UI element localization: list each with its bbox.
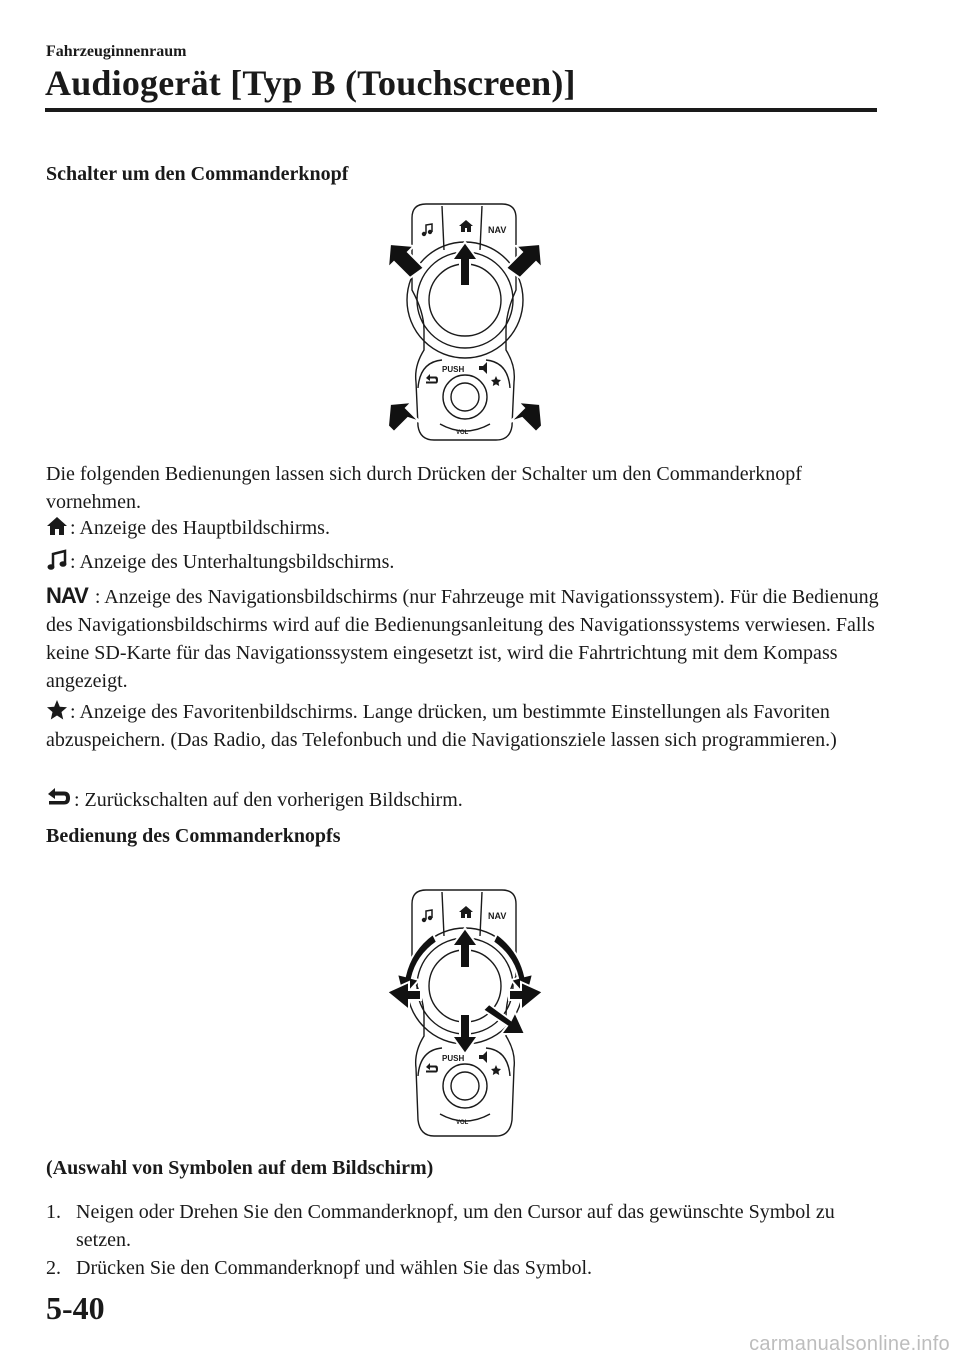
push-label: PUSH: [442, 365, 465, 374]
home-icon: [459, 220, 473, 232]
nav-label: NAV: [488, 225, 507, 235]
switch-description-home: [46, 514, 881, 542]
step-number: 2.: [46, 1257, 61, 1279]
tilt-arrow-right: [509, 982, 543, 1010]
switch-text-back: : Zurückschalten auf den vorherigen Bildschirm.: [74, 789, 463, 811]
switch-description-star: [46, 698, 881, 754]
switch-description-music: [46, 548, 881, 576]
tilt-arrow-down: [452, 1014, 478, 1054]
vol-label: VOL: [456, 430, 469, 436]
nav-icon: NAV: [46, 583, 88, 608]
tilt-arrow-up: [452, 928, 478, 968]
press-arrow-lower-right: [510, 402, 542, 432]
home-icon: [46, 515, 68, 537]
step-number: 1.: [46, 1201, 61, 1223]
press-arrow-upper-right: [506, 244, 542, 278]
switch-text-star: : Anzeige des Favoritenbildschirms. Lange drücken, um bestimmte Einstellungen als Favoriten abzuspeichern. (Das Radio, das Telefonbuch und die Navigationsziele lassen sich programmieren.): [46, 701, 837, 751]
vol-label: VOL: [456, 1120, 469, 1126]
commander-knob-operation-illustration: [365, 886, 565, 1144]
page-number: 5-40: [46, 1290, 105, 1326]
press-arrow-lower-left: [388, 402, 420, 432]
nav-label: NAV: [488, 911, 507, 921]
star-icon: [491, 376, 501, 386]
switch-description-nav: [46, 582, 881, 695]
back-arrow-icon: [426, 374, 438, 384]
section-heading-operation: Bedienung des Commanderknopfs: [46, 825, 341, 847]
title-rule: [45, 108, 877, 112]
press-arrow-up: [452, 242, 478, 286]
section-label: Fahrzeuginnenraum: [46, 43, 187, 60]
star-icon: [491, 1065, 501, 1075]
step-text: Drücken Sie den Commanderknopf und wählen Sie das Symbol.: [76, 1257, 593, 1279]
watermark: carmanualsonline.info: [749, 1333, 950, 1355]
back-arrow-icon: [426, 1063, 438, 1073]
tilt-arrow-left: [387, 982, 421, 1010]
commander-switch-illustration: [380, 200, 550, 450]
page-title: Audiogerät [Typ B (Touchscreen)]: [45, 63, 576, 103]
back-arrow-icon: [46, 787, 72, 809]
step-2: [46, 1254, 881, 1282]
switch-text-music: : Anzeige des Unterhaltungsbildschirms.: [70, 551, 395, 573]
music-note-icon: [46, 549, 68, 571]
section-heading-switches: Schalter um den Commanderknopf: [46, 163, 349, 185]
subheading-symbol-selection: (Auswahl von Symbolen auf dem Bildschirm): [46, 1157, 434, 1179]
step-1: [46, 1198, 881, 1254]
step-text: Neigen oder Drehen Sie den Commanderknopf, um den Cursor auf das gewünschte Symbol zu setzen.: [76, 1201, 835, 1251]
push-label: PUSH: [442, 1054, 465, 1063]
star-icon: [46, 699, 68, 721]
switch-text-nav: : Anzeige des Navigationsbildschirms (nur Fahrzeuge mit Navigationssystem). Für die Bedienung des Navigationsbildschirms wird auf die Bedienungsanleitung des Navigationssystems verwiesen. Falls keine SD-Karte für das Navigationssystem eingesetzt ist, wird die Fahrtrichtung mit dem Kompass angezeigt.: [46, 586, 879, 692]
switch-text-home: : Anzeige des Hauptbildschirms.: [70, 517, 330, 539]
intro-paragraph: Die folgenden Bedienungen lassen sich durch Drücken der Schalter um den Commanderknopf vornehmen.: [46, 463, 802, 513]
home-icon: [459, 906, 473, 918]
switch-description-back: [46, 786, 881, 814]
press-arrow-upper-left: [388, 244, 424, 278]
